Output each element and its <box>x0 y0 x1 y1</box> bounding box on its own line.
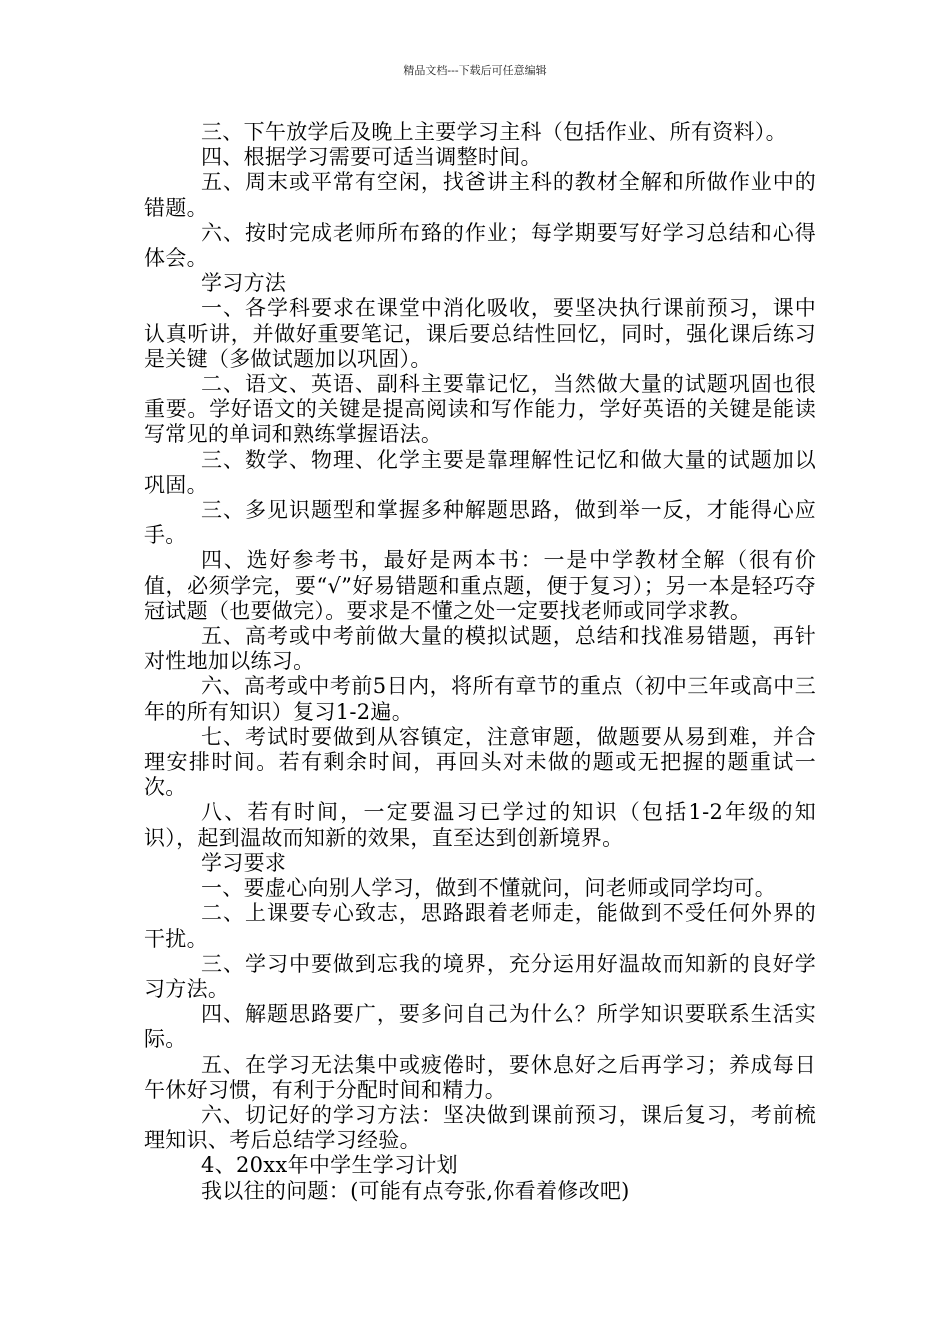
paragraph-requirement-1: 一、要虚心向别人学习，做到不懂就问，问老师或同学均可。 <box>201 876 777 901</box>
paragraph-requirement-4: 四、解题思路要广，要多问自己为什么？所学知识要联系生活实际。 <box>144 1002 816 1052</box>
section-heading-study-requirements: 学习要求 <box>201 850 287 875</box>
page-header: 精品文档---下载后可任意编辑 <box>403 64 547 77</box>
paragraph-past-problems: 我以往的问题：(可能有点夸张,你看着修改吧) <box>201 1178 630 1203</box>
paragraph-method-5: 五、高考或中考前做大量的模拟试题，总结和找准易错题，再针对性地加以练习。 <box>144 624 816 674</box>
paragraph-method-4: 四、选好参考书，最好是两本书：一是中学教材全解（很有价值，必须学完，要“√”好易错题和重点题，便于复习）；另一本是轻巧夺冠试题（也要做完）。要求是不懂之处一定要找老师或同学求教。 <box>144 548 816 623</box>
paragraph-afternoon-study: 三、下午放学后及晚上主要学习主科（包括作业、所有资料）。 <box>201 120 787 144</box>
paragraph-method-3: 三、数学、物理、化学主要是靠理解性记忆和做大量的试题加以巩固。 <box>144 447 816 497</box>
paragraph-method-8: 八、若有时间，一定要温习已学过的知识（包括1-2年级的知识），起到温故而知新的效果，直至达到创新境界。 <box>144 800 816 850</box>
document-body <box>144 120 816 1204</box>
paragraph-requirement-5: 五、在学习无法集中或疲倦时，要休息好之后再学习；养成每日午休好习惯，有利于分配时间和精力。 <box>144 1052 816 1102</box>
paragraph-method-7: 七、考试时要做到从容镇定，注意审题，做题要从易到难，并合理安排时间。若有剩余时间，再回头对未做的题或无把握的题重试一次。 <box>144 724 816 800</box>
paragraph-homework: 六、按时完成老师所布臵的作业；每学期要写好学习总结和心得体会。 <box>144 220 816 271</box>
paragraph-method-1: 一、各学科要求在课堂中消化吸收，要坚决执行课前预习，课中认真听讲，并做好重要笔记，课后要总结性回忆，同时，强化课后练习是关键（多做试题加以巩固）。 <box>144 296 816 371</box>
paragraph-method-6: 六、高考或中考前5日内，将所有章节的重点（初中三年或高中三年的所有知识）复习1-2遍。 <box>144 674 816 724</box>
section-heading-study-plan: 4、20xx年中学生学习计划 <box>201 1153 458 1178</box>
paragraph-requirement-2: 二、上课要专心致志，思路跟着老师走，能做到不受任何外界的干扰。 <box>144 901 816 951</box>
paragraph-method-3b: 三、多见识题型和掌握多种解题思路，做到举一反，才能得心应手。 <box>144 498 816 548</box>
paragraph-requirement-3: 三、学习中要做到忘我的境界，充分运用好温故而知新的良好学习方法。 <box>144 951 816 1001</box>
paragraph-requirement-6: 六、切记好的学习方法：坚决做到课前预习，课后复习，考前梳理知识、考后总结学习经验。 <box>144 1102 816 1153</box>
paragraph-weekend-review: 五、周末或平常有空闲，找爸讲主科的教材全解和所做作业中的错题。 <box>144 170 816 220</box>
section-heading-study-methods: 学习方法 <box>201 271 287 296</box>
paragraph-method-2: 二、语文、英语、副科主要靠记忆，当然做大量的试题巩固也很重要。学好语文的关键是提高阅读和写作能力，学好英语的关键是能读写常见的单词和熟练掌握语法。 <box>144 372 816 447</box>
paragraph-adjust-time: 四、根据学习需要可适当调整时间。 <box>201 145 542 170</box>
